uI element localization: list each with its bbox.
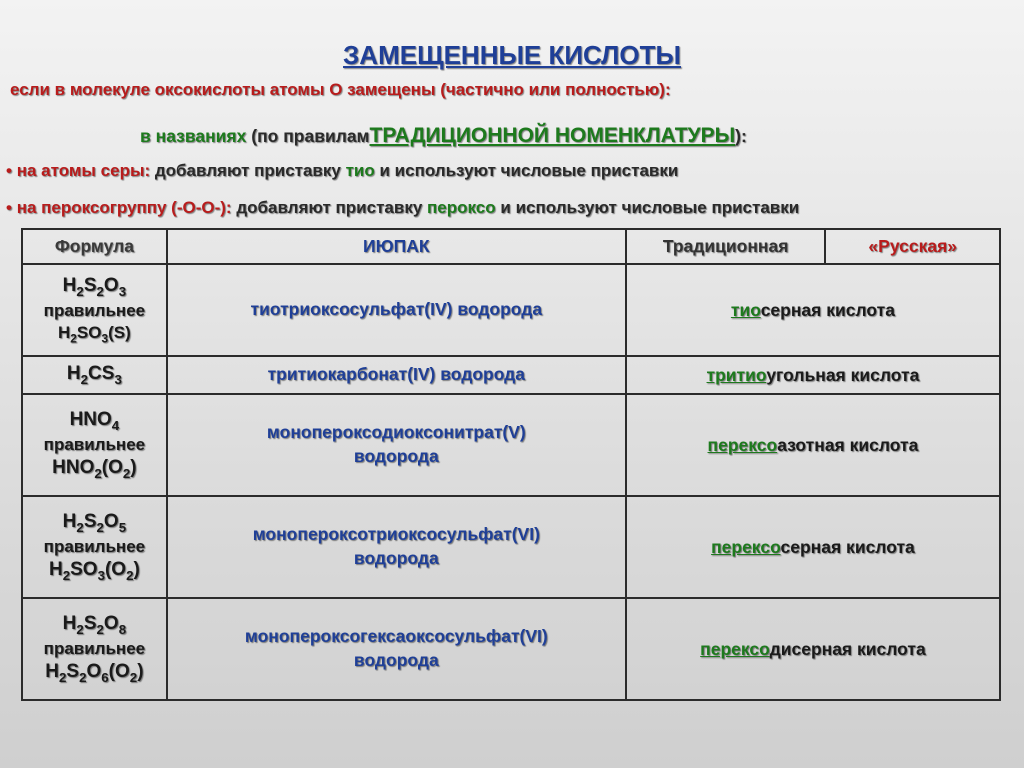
names-close: ): — [735, 126, 747, 146]
bullet-marker: • — [6, 198, 12, 217]
formula-hno4: $HNO_4$ — [69, 408, 120, 433]
formula-h2so3o2: $H_2SO_3(O_2)$ — [48, 558, 140, 583]
header-russian: «Русская» — [825, 229, 1000, 264]
iupac-cell — [167, 598, 626, 700]
names-line — [140, 124, 747, 148]
name-prefix: перексо — [707, 434, 778, 455]
page-title: ЗАМЕЩЕННЫЕ КИСЛОТЫ — [343, 40, 681, 70]
name-prefix: тио — [730, 299, 761, 320]
bullet-sulfur-text2: и используют числовые приставки — [379, 161, 679, 180]
header-formula: Формула — [22, 229, 167, 264]
acids-table — [21, 228, 1001, 701]
names-label: в названиях — [140, 126, 247, 146]
iupac-line-2: водорода — [353, 446, 439, 466]
header-traditional: Традиционная — [626, 229, 826, 264]
iupac-cell — [167, 394, 626, 496]
header-iupac: ИЮПАК — [167, 229, 626, 264]
formula-h2s2o8: $H_2S_2O_8$ — [62, 612, 127, 637]
table-row — [22, 264, 1000, 356]
bullet-peroxo — [6, 198, 799, 218]
better-label: правильнее — [43, 537, 146, 557]
formula-h2s2o3: $H_2S_2O_3$ — [62, 275, 127, 299]
nomenclature-name: ТРАДИЦИОННОЙ НОМЕНКЛАТУРЫ — [369, 124, 736, 147]
intro-text: если в молекуле оксокислоты атомы О замещены (частично или полностью): — [10, 80, 671, 99]
formula-cell — [22, 356, 167, 394]
table-row — [22, 394, 1000, 496]
traditional-cell — [626, 496, 1000, 598]
formula-h2so3s: $H_2SO_3(S)$ — [58, 322, 131, 346]
table-header-row — [22, 229, 1000, 264]
traditional-cell — [626, 598, 1000, 700]
table-row — [22, 496, 1000, 598]
bullet-sulfur-prefix: тио — [345, 161, 375, 180]
iupac-cell — [167, 496, 626, 598]
names-rule-text: (по правилам — [251, 126, 370, 146]
name-rest: азотная кислота — [777, 434, 919, 455]
bullet-peroxo-text1: добавляют приставку — [236, 198, 423, 217]
formula-hno2o2: $HNO_2(O_2)$ — [52, 456, 137, 481]
iupac-line-2: водорода — [353, 650, 439, 670]
iupac-cell: тиотриоксосульфат(IV) водорода — [167, 264, 626, 356]
iupac-cell: тритиокарбонат(IV) водорода — [167, 356, 626, 394]
formula-cell — [22, 394, 167, 496]
iupac-line-1: монопероксодиоксонитрат(V) — [266, 422, 526, 443]
better-label: правильнее — [43, 301, 146, 321]
formula-cell — [22, 264, 167, 356]
formula-cell — [22, 598, 167, 700]
table-row — [22, 356, 1000, 394]
bullet-sulfur-text1: добавляют приставку — [154, 161, 341, 180]
bullet-sulfur-label: на атомы серы: — [16, 161, 151, 180]
name-prefix: перексо — [700, 638, 770, 659]
bullet-peroxo-label: на пероксогруппу (-О-О-): — [16, 198, 232, 217]
name-rest: дисерная кислота — [769, 638, 926, 659]
bullet-sulfur — [6, 161, 678, 181]
better-label: правильнее — [43, 639, 146, 659]
name-prefix: тритио — [706, 364, 767, 385]
formula-cell — [22, 496, 167, 598]
name-prefix: перексо — [711, 536, 781, 557]
name-rest: угольная кислота — [766, 364, 920, 385]
iupac-line-2: водорода — [353, 548, 439, 568]
formula-h2s2o6o2: $H_2S_2O_6(O_2)$ — [45, 660, 144, 685]
traditional-cell — [626, 264, 1000, 356]
name-rest: серная кислота — [780, 536, 915, 557]
better-label: правильнее — [43, 435, 146, 455]
table-row — [22, 598, 1000, 700]
bullet-peroxo-prefix: пероксо — [427, 198, 496, 217]
formula-h2cs3: $H_2CS_3$ — [66, 362, 122, 387]
name-rest: серная кислота — [760, 299, 895, 320]
bullet-peroxo-text2: и используют числовые приставки — [500, 198, 800, 217]
traditional-cell — [626, 356, 1000, 394]
traditional-cell — [626, 394, 1000, 496]
bullet-marker: • — [6, 161, 12, 180]
formula-h2s2o5: $H_2S_2O_5$ — [62, 510, 127, 535]
iupac-line-1: монопероксогексаоксосульфат(VI) — [244, 626, 548, 647]
iupac-line-1: монопероксотриоксосульфат(VI) — [252, 524, 540, 545]
